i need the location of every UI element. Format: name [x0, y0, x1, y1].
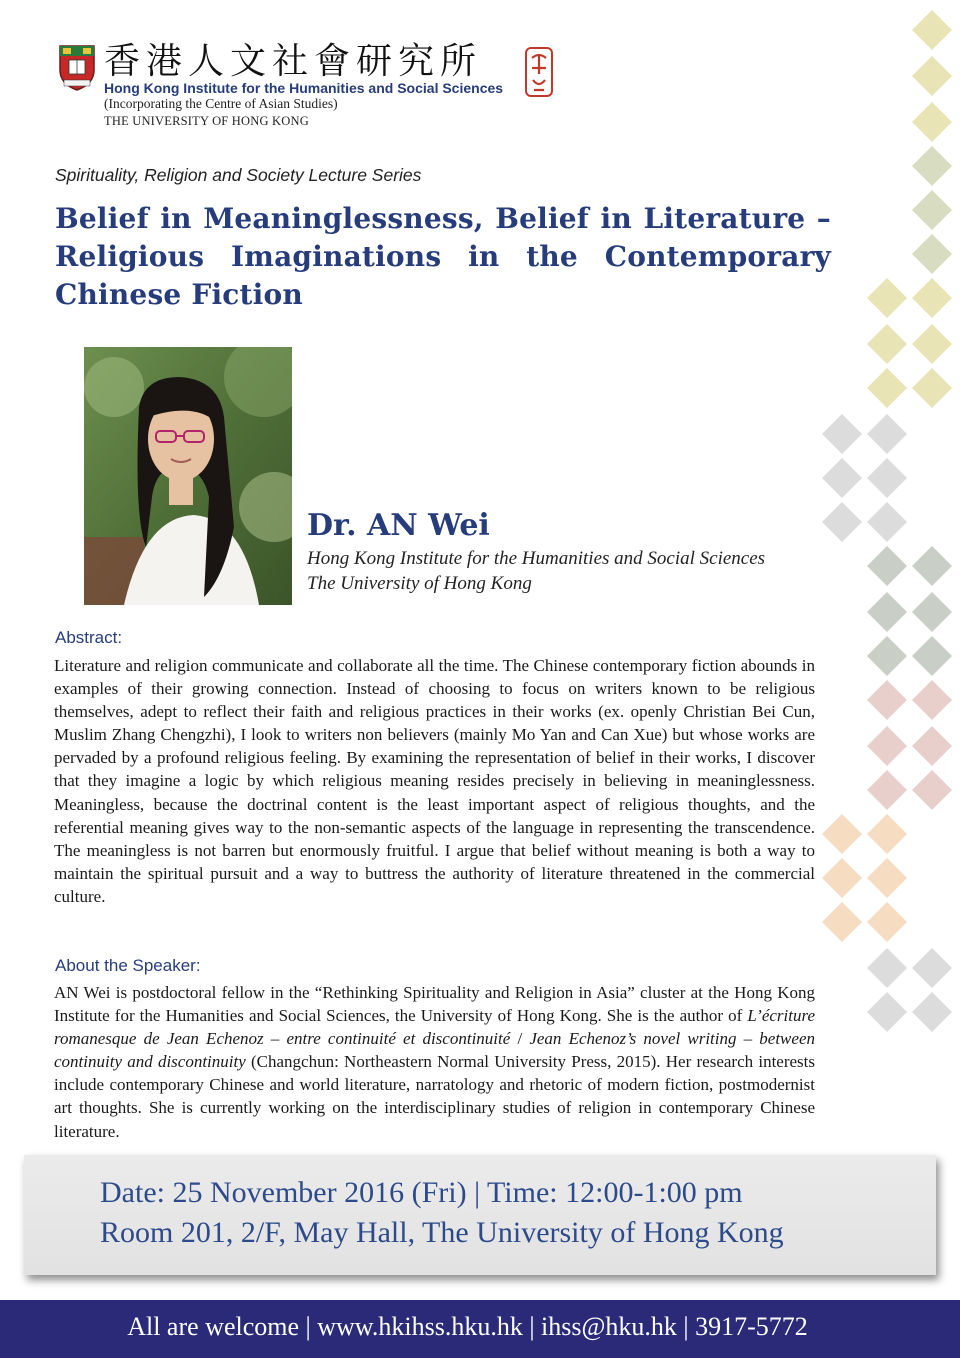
speaker-photo: [84, 347, 292, 605]
decorative-diamond: [912, 146, 952, 186]
decorative-diamond: [822, 902, 862, 942]
decorative-diamond: [912, 368, 952, 408]
university-name: THE UNIVERSITY OF HONG KONG: [104, 114, 309, 128]
decorative-diamond: [822, 814, 862, 854]
decorative-diamond: [912, 770, 952, 810]
decorative-diamond: [912, 324, 952, 364]
book-title: L’écriture romanesque de Jean Echenoz – entre continuité et discontinuité: [54, 1006, 815, 1049]
decorative-diamond: [912, 190, 952, 230]
lecture-series: Spirituality, Religion and Society Lecture Series: [55, 165, 422, 185]
decorative-diamond: [867, 636, 907, 676]
decorative-diamond: [867, 592, 907, 632]
footer-contact: All are welcome | www.hkihss.hku.hk | ihss@hku.hk | 3917-5772: [127, 1312, 808, 1341]
decorative-diamond: [867, 458, 907, 498]
decorative-diamond: [822, 858, 862, 898]
decorative-diamond: [912, 546, 952, 586]
decorative-diamond: [867, 680, 907, 720]
decorative-diamond: [822, 458, 862, 498]
about-text-rest: (Changchun: Northeastern Normal University Press, 2015). Her research interests include contemporary Chinese and world literature, narratology and rhetoric of modern fiction, postmodernist art thoughts. She is currently working on the interdisciplinary studies of religion in contemporary Chinese literature.: [54, 1052, 815, 1141]
decorative-diamond: [912, 592, 952, 632]
decorative-diamond: [912, 948, 952, 988]
red-seal-icon: [522, 44, 556, 100]
decorative-diamond: [912, 680, 952, 720]
speaker-university: The University of Hong Kong: [307, 573, 532, 594]
decorative-diamond: [912, 726, 952, 766]
decorative-diamond: [867, 502, 907, 542]
speaker-affiliation: Hong Kong Institute for the Humanities and Social Sciences: [307, 548, 766, 569]
decorative-diamond: [867, 858, 907, 898]
book-title-english: Jean Echenoz’s novel writing – between continuity and discontinuity: [54, 1029, 815, 1072]
about-text-intro: AN Wei is postdoctoral fellow in the “Rethinking Spirituality and Religion in Asia” cluster at the Hong Kong Institute for the Humanities and Social Sciences, the University of Hong Kong. She is the author of: [54, 983, 815, 1026]
decorative-diamond: [912, 10, 952, 50]
event-venue: Room 201, 2/F, May Hall, The University of Hong Kong: [100, 1216, 784, 1249]
decorative-diamond: [912, 56, 952, 96]
decorative-diamond: [867, 414, 907, 454]
abstract-text: Literature and religion communicate and collaborate all the time. The Chinese contemporary fiction abounds in examples of their growing connection. Instead of choosing to focus on writers known to be religious themselves, adept to reflect their faith and religious practices in their works (ex. openly Christian Bei Cun, Muslim Zhang Chengzhi), I look to writers non believers (mainly Mo Yan and Can Xue) but whose works are pervaded by a profound religious feeling. By examining the representation of belief in their works, I discover that they imagine a logic by which religious meaning resides precisely in believing in meaninglessness. Meaningless, because the doctrinal content is the least important aspect of religious thoughts, and the referential meaning gives way to the non-semantic aspects of the language in representing the transcendence. The meaningless is not barren but enormously fruitful. I argue that belief without meaning is both a way to maintain the spiritual pursuit and a way to buttress the authority of literature threatened in the commercial culture.: [54, 656, 815, 906]
decorative-diamond: [912, 278, 952, 318]
decorative-diamond: [822, 414, 862, 454]
decorative-diamond: [867, 324, 907, 364]
decorative-diamond: [867, 814, 907, 854]
institute-name: Hong Kong Institute for the Humanities and Social Sciences: [104, 80, 504, 96]
abstract-heading: Abstract:: [55, 628, 123, 647]
decorative-diamond: [867, 546, 907, 586]
decorative-diamond: [912, 992, 952, 1032]
speaker-name: Dr. AN Wei: [307, 508, 490, 543]
decorative-diamond: [912, 636, 952, 676]
decorative-diamond: [822, 502, 862, 542]
book-title-separator: /: [510, 1029, 530, 1049]
institute-chinese-name: 香港人文社會研究所: [104, 41, 483, 82]
about-heading: About the Speaker:: [55, 956, 201, 975]
decorative-diamond: [912, 102, 952, 142]
decorative-diamond: [867, 770, 907, 810]
decorative-diamond: [912, 234, 952, 274]
decorative-diamond: [867, 726, 907, 766]
hku-crest-logo: [58, 44, 96, 92]
decorative-diamond: [867, 948, 907, 988]
decorative-diamond-pattern: [810, 0, 960, 1100]
decorative-diamond: [867, 368, 907, 408]
decorative-diamond: [867, 902, 907, 942]
decorative-diamond: [867, 278, 907, 318]
decorative-diamond: [867, 992, 907, 1032]
institute-subtitle: (Incorporating the Centre of Asian Studies): [104, 96, 338, 111]
event-date-time: Date: 25 November 2016 (Fri) | Time: 12:00-1:00 pm: [100, 1176, 743, 1209]
event-info-box: [24, 1155, 936, 1275]
lecture-title: Belief in Meaninglessness, Belief in Literature – Religious Imaginations in the Contemporary Chinese Fiction: [55, 202, 831, 311]
about-text: [54, 981, 815, 1143]
